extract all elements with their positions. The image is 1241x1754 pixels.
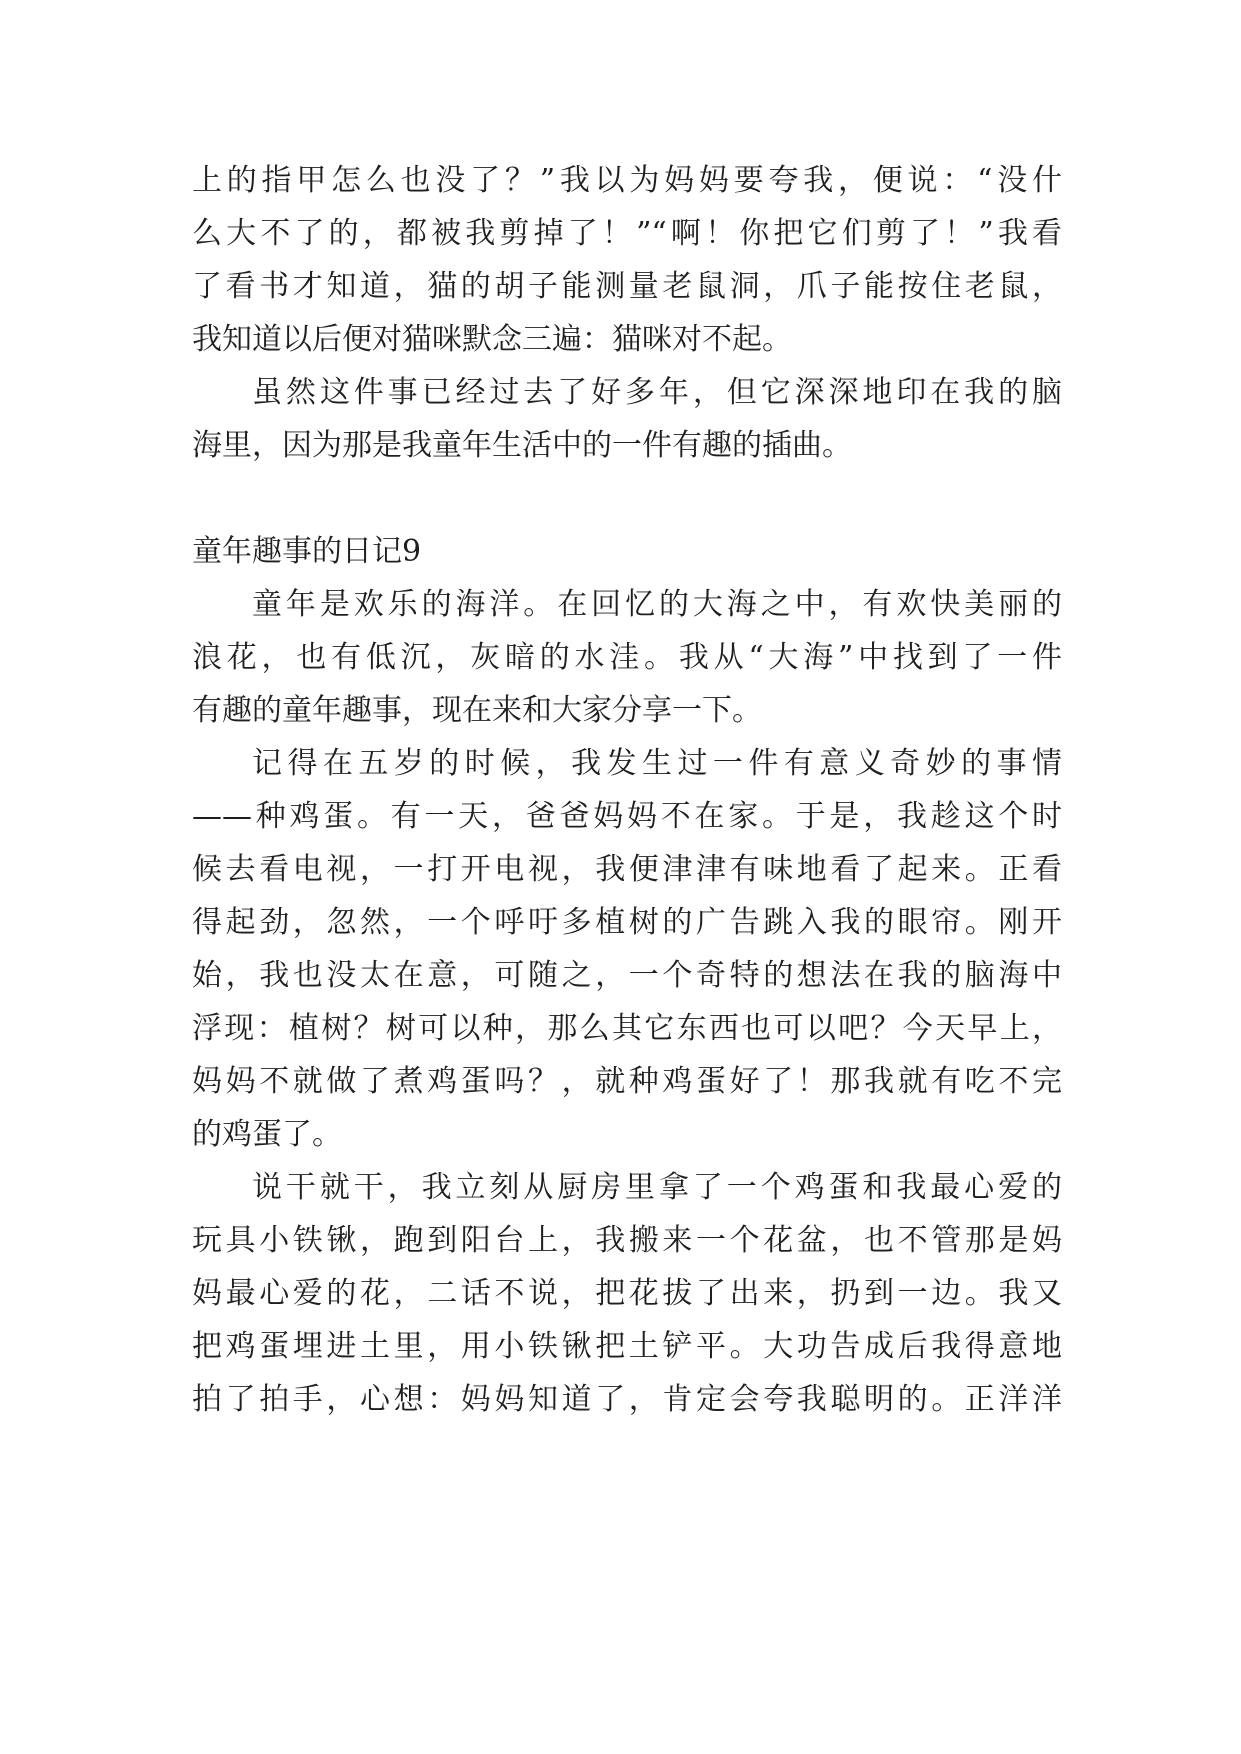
body-text-line: 记得在五岁的时候，我发生过一件有意义奇妙的事情: [252, 746, 1062, 781]
body-text-line: 我知道以后便对猫咪默念三遍：猫咪对不起。: [192, 322, 792, 357]
body-text-line: 说干就干，我立刻从厨房里拿了一个鸡蛋和我最心爱的: [252, 1170, 1062, 1205]
body-text-line: 么大不了的，都被我剪掉了！”“啊！你把它们剪了！”我看: [192, 216, 1062, 251]
body-text-line: ——种鸡蛋。有一天，爸爸妈妈不在家。于是，我趁这个时: [192, 799, 1062, 834]
body-text-line: 妈妈不就做了煮鸡蛋吗？，就种鸡蛋好了！那我就有吃不完: [192, 1064, 1062, 1099]
body-text-line: 把鸡蛋埋进土里，用小铁锹把土铲平。大功告成后我得意地: [192, 1329, 1062, 1364]
body-text-line: 海里，因为那是我童年生活中的一件有趣的插曲。: [192, 428, 852, 463]
body-text-line: 妈最心爱的花，二话不说，把花拔了出来，扔到一边。我又: [192, 1276, 1062, 1311]
body-text-line: 的鸡蛋了。: [192, 1117, 342, 1152]
body-text-line: 童年是欢乐的海洋。在回忆的大海之中，有欢快美丽的: [252, 587, 1062, 622]
body-text-line: 玩具小铁锹，跑到阳台上，我搬来一个花盆，也不管那是妈: [192, 1223, 1062, 1258]
body-text-line: 浮现：植树？树可以种，那么其它东西也可以吧？今天早上，: [192, 1011, 1062, 1046]
body-text-line: 有趣的童年趣事，现在来和大家分享一下。: [192, 693, 762, 728]
body-text-line: 始，我也没太在意，可随之，一个奇特的想法在我的脑海中: [192, 958, 1062, 993]
section-title: 童年趣事的日记9: [192, 534, 422, 569]
body-text-line: 拍了拍手，心想：妈妈知道了，肯定会夸我聪明的。正洋洋: [192, 1382, 1062, 1417]
body-text-line: 候去看电视，一打开电视，我便津津有味地看了起来。正看: [192, 852, 1062, 887]
body-text-line: 虽然这件事已经过去了好多年，但它深深地印在我的脑: [252, 375, 1062, 410]
body-text-line: 得起劲，忽然，一个呼吁多植树的广告跳入我的眼帘。刚开: [192, 905, 1062, 940]
body-text-line: 浪花，也有低沉，灰暗的水洼。我从“大海”中找到了一件: [192, 640, 1062, 675]
body-text-line: 了看书才知道，猫的胡子能测量老鼠洞，爪子能按住老鼠，: [192, 269, 1062, 304]
body-text-line: 上的指甲怎么也没了？”我以为妈妈要夸我，便说：“没什: [192, 163, 1062, 198]
